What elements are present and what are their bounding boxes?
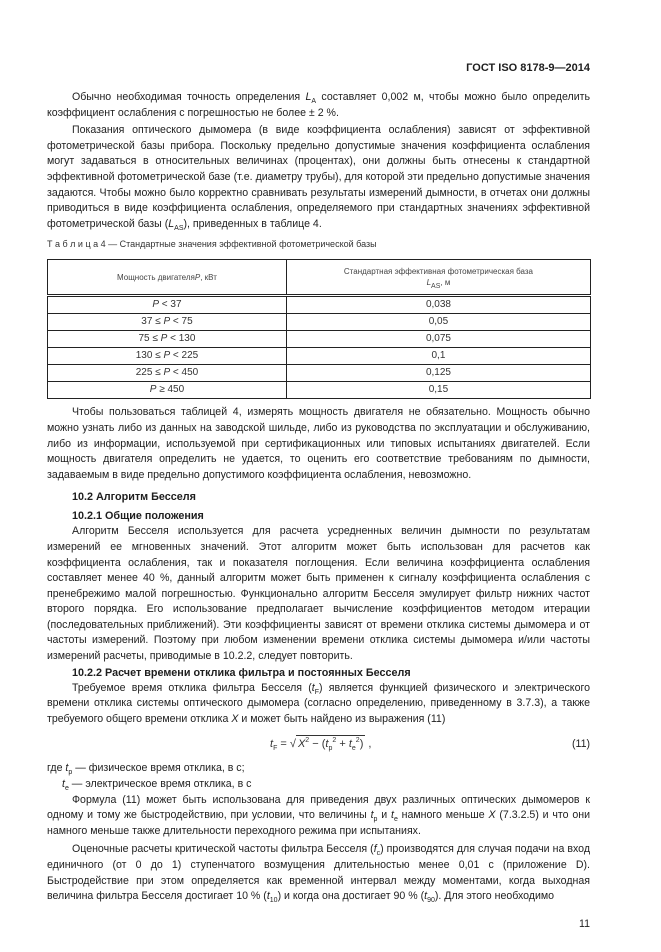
math-subscript: A <box>311 98 317 105</box>
cell-base: 0,075 <box>286 331 590 348</box>
column-header-power <box>48 260 287 296</box>
paragraph: Показания оптического дымомера (в виде коэффициента ослабления) зависят от эффективной фотометрической базы прибора. Поскольку предельно допустимые значения коэффициента ослабления могут задаваться в относительных величинах (процентах), они должны быть отнесены к стандартной эффективной фотометрической базе (т.е. диаметру трубы), для которой эти предельно допустимые значения задаются. Чтобы можно было корректно сравнивать результаты измерений дымности, в отчетах они должны приводиться в виде коэффициента ослабления, определяемого при стандартных значениях эффективной фотометрической базы $(L_{AS})$, приведенных в таблице 4. <box>47 124 590 232</box>
paragraph: Формула (11) может быть использована для приведения двух различных оптических дымомеров к одному и тому же быстродействию, при условии, что величины $t_p$ и $t_e$ намного меньше X (7.3.2.5) и что они намного меньше также длительности переходного режима при испытаниях. <box>47 793 591 837</box>
column-header-base <box>286 260 590 296</box>
math-symbol: P <box>160 333 168 345</box>
table-row <box>48 296 591 314</box>
cell-base: 0,1 <box>286 348 590 365</box>
formula-radicand <box>296 735 365 752</box>
math-symbol: L <box>168 217 175 230</box>
formula-op: − ( <box>309 738 326 751</box>
math-subscript: e <box>393 816 398 824</box>
math-symbol: P <box>163 367 171 379</box>
page-number: 11 <box>579 917 590 930</box>
math-symbol: X <box>231 712 239 725</box>
cell-power: P < 37 <box>48 296 287 314</box>
math-symbol: P <box>163 316 171 328</box>
table-row <box>48 348 591 365</box>
heading-10-2-2: 10.2.2 Расчет времени отклика фильтра и постоянных Бесселя <box>72 666 411 679</box>
cell-power: 37 ≤ P < 75 <box>48 314 287 331</box>
math-symbol: t <box>370 809 374 822</box>
formula-symbol: t <box>348 738 352 751</box>
math-subscript: c <box>376 850 381 858</box>
table-row <box>48 365 591 382</box>
formula-sub: p <box>328 745 333 753</box>
page-content <box>47 90 590 952</box>
formula-symbol: t <box>325 738 329 751</box>
math-symbol: P <box>149 384 157 396</box>
paragraph: Требуемое время отклика фильтра Бесселя $(t_F)$ является функцией физического и электрического времени отклика системы оптического дымомера (согласно определению, приведенному в 3.7.3), а также требуемого общего времени отклика X и может быть найдено из выражения (11) <box>47 681 590 725</box>
heading-10-2: 10.2 Алгоритм Бесселя <box>72 491 196 504</box>
cell-power: 130 ≤ P < 225 <box>48 348 287 365</box>
formula-op: ) <box>359 738 364 751</box>
formula-sup: 2 <box>355 737 360 745</box>
paragraph: Оценочные расчеты критической частоты фильтра Бесселя $(f_c)$ производятся для случая подачи на вход единичного (от 0 до 1) ступенчатого возмущения длительностью менее 0,01 с (приложение D). Быстродействие при этом определяется как временной интервал между моментами, когда выходная величина фильтра Бесселя достигает 10 % $(t_{10})$ и когда она достигает 90 % $(t_{90})$. Для этого необходимо <box>47 843 591 905</box>
math-symbol: t <box>424 890 428 903</box>
header-text: Стандартная эффективная фотометрическая база <box>343 267 533 277</box>
cell-base: 0,125 <box>286 365 590 382</box>
formula-sup: 2 <box>305 737 310 745</box>
heading-10-2-1: 10.2.1 Общие положения <box>72 510 204 523</box>
math-symbol: t <box>62 778 65 791</box>
equation-number: (11) <box>571 738 590 751</box>
formula-sub: e <box>351 745 356 753</box>
sqrt-icon: √ <box>289 738 296 751</box>
table-row <box>48 382 591 399</box>
table-header-row <box>48 260 591 296</box>
formula-op: , <box>365 738 372 751</box>
math-symbol: X <box>488 809 496 822</box>
formula-11 <box>270 729 371 759</box>
formula-row <box>47 729 590 759</box>
math-symbol: t <box>311 681 315 694</box>
math-subscript: F <box>314 688 320 696</box>
formula-symbol: t <box>270 738 274 751</box>
math-subscript: AS <box>431 283 441 291</box>
where-line: $t_e$ — электрическое время отклика, в с <box>62 778 252 793</box>
formula-op: + <box>336 738 349 751</box>
table-4 <box>47 259 591 399</box>
table-caption: Т а б л и ц а 4 — Стандартные значения эффективной фотометрической базы <box>47 239 377 250</box>
table-row <box>48 314 591 331</box>
math-subscript: 90 <box>427 897 435 905</box>
math-symbol: t <box>390 809 394 822</box>
paragraph: Обычно необходимая точность определения $L_A$ составляет 0,002 м, чтобы можно было определить коэффициент ослабления с погрешностью не более ± 2 %. <box>47 91 591 119</box>
math-symbol: f <box>373 843 377 856</box>
header-unit: $L_{AS}$, м <box>426 278 451 291</box>
formula-op: = <box>277 738 290 751</box>
math-symbol: P <box>163 350 171 362</box>
table-row <box>48 331 591 348</box>
math-symbol: t <box>65 762 69 775</box>
cell-power: 225 ≤ P < 450 <box>48 365 287 382</box>
math-subscript: p <box>68 769 73 777</box>
paragraph: Алгоритм Бесселя используется для расчета усредненных величин дымности по результатам измерений ее мгновенных значений. Этот алгоритм может быть использован для расчетов как коэффициента ослабления, так и показателя поглощения. Если величина коэффициента ослабления составляет менее 40 %, данный алгоритм может быть применен к сигналу коэффициента ослабления с пренебрежимо малой погрешностью. Функционально алгоритм Бесселя эмулирует фильтр нижних частот второго порядка. Его использование предполагает вычисление коэффициентов методом итерации (последовательных приближений). Эти коэффициенты зависят от времени отклика системы дымомера и от частоты измерений. Поэтому при любом изменении времени отклика системы дымомера и/или частоты измерений расчеты, приводимые в 10.2.2, следует повторить. <box>47 525 590 663</box>
header-text: Мощность двигателяP, кВт <box>117 272 217 282</box>
cell-base: 0,05 <box>286 314 590 331</box>
math-subscript: AS <box>174 224 184 232</box>
cell-base: 0,038 <box>286 296 590 314</box>
document-id: ГОСТ ISO 8178-9—2014 <box>466 62 590 74</box>
math-subscript: e <box>64 785 69 793</box>
formula-sup: 2 <box>332 737 337 745</box>
math-symbol: P <box>194 272 201 282</box>
math-symbol: t <box>266 890 270 903</box>
cell-base: 0,15 <box>286 382 590 399</box>
formula-sub: F <box>273 745 278 753</box>
where-line: где $t_p$ — физическое время отклика, в с; <box>47 762 245 777</box>
math-symbol: P <box>152 299 160 311</box>
formula-symbol: X <box>297 738 306 751</box>
math-subscript: 10 <box>269 897 278 905</box>
math-symbol: L <box>305 91 312 103</box>
math-symbol: L <box>426 278 432 288</box>
cell-power: P ≥ 450 <box>48 382 287 399</box>
cell-power: 75 ≤ P < 130 <box>48 331 287 348</box>
paragraph: Чтобы пользоваться таблицей 4, измерять мощность двигателя не обязательно. Мощность обычно можно узнать либо из данных на заводской шильде, либо из руководства по эксплуатации и обслуживанию, либо из информации, используемой при сертификационных или типовых испытаниях двигателей. Если мощность двигателя определить не удается, то оценить его соответствие требованиям по дымности, задаваемым в виде предельно допустимого коэффициента ослабления, невозможно. <box>47 406 590 481</box>
math-subscript: p <box>373 816 378 824</box>
